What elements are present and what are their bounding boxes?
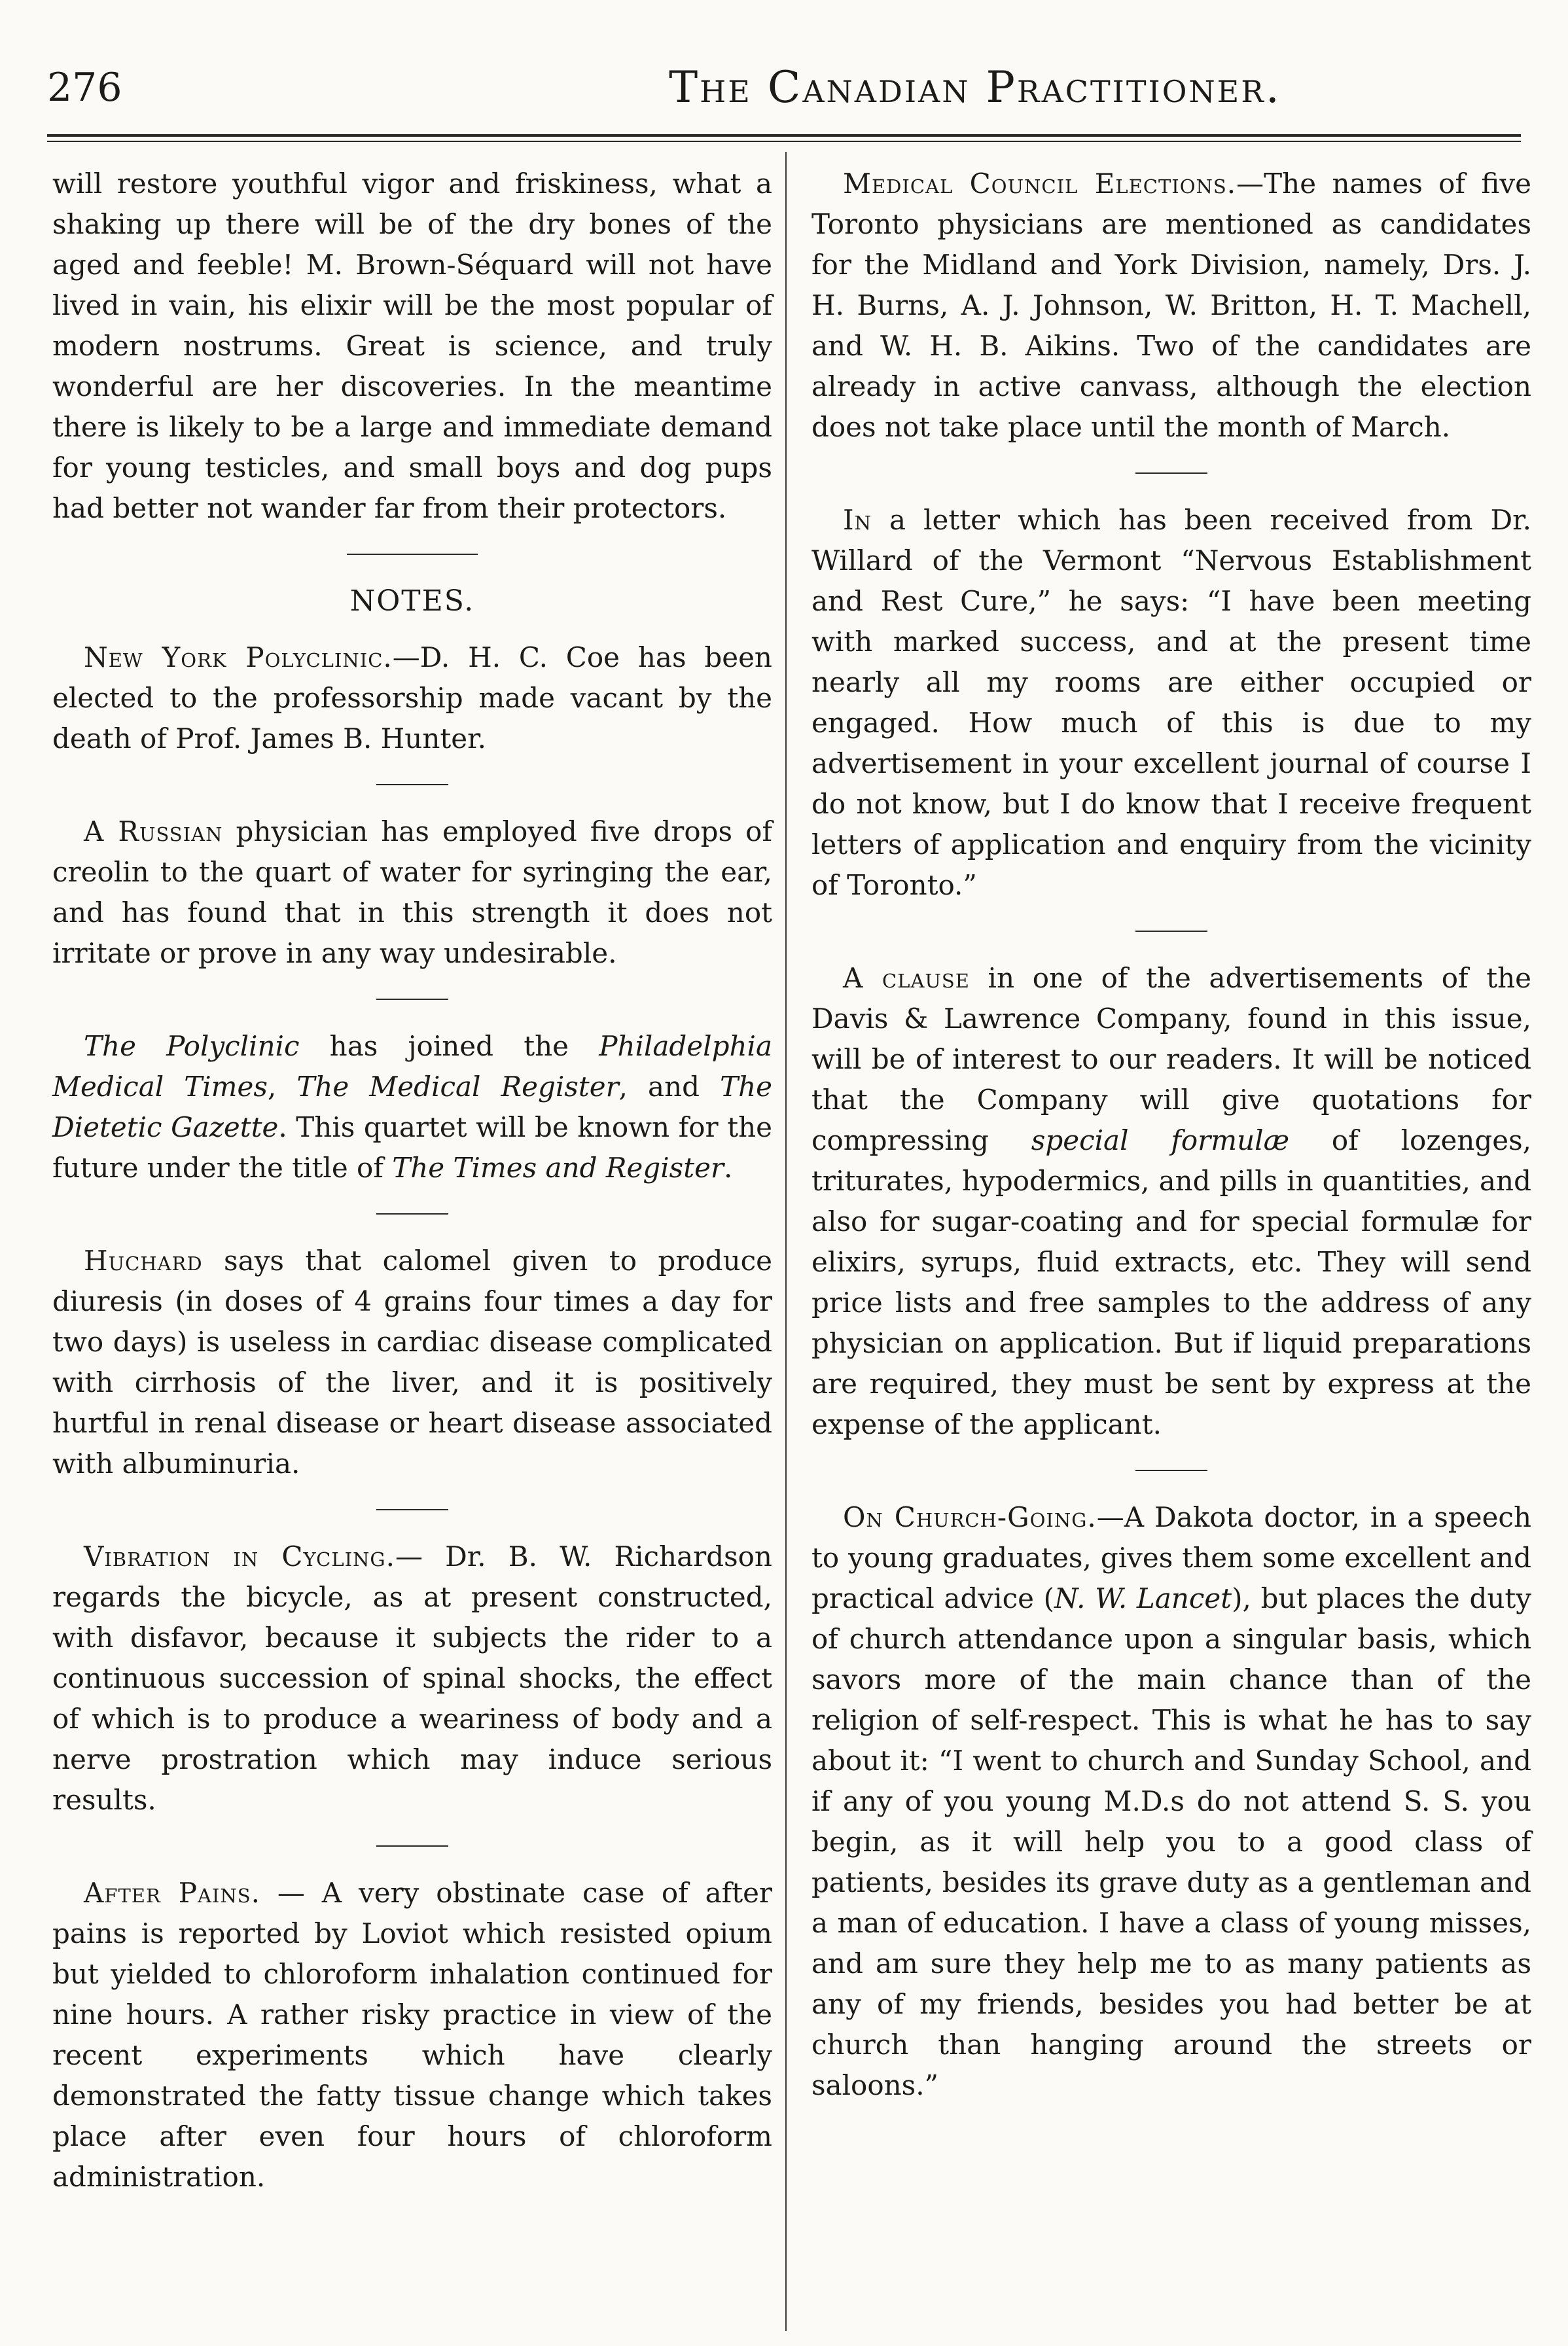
note-rule: [376, 1845, 448, 1847]
continued-paragraph: will restore youthful vigor and friskiness, what a shaking up there will be of the dry bones of the aged and feeble! M. Brown-Séquard will not have lived in vain, his elixir will be the most popular of modern nostrums. Great is science, and truly wonderful are her discoveries. In the meantime there is likely to be a large and immediate demand for young testicles, and small boys and dog pups had better not wander far from their protectors.: [52, 168, 772, 524]
note-lead: After Pains.: [84, 1877, 260, 1909]
note-lead: Huchard: [84, 1245, 203, 1277]
note-text: ), but places the duty of church attendance upon a singular basis, which savors more of the main chance than of the religion of self-respect. This is what he has to say about it: “I went to church and Sunday School, and if any of you young M.D.s do not attend S. S. you begin, as it will help you to a good class of patients, besides its grave duty as a gentleman and a man of education. I have a class of young misses, and am sure they help me to as many patients as any of my friends, besides you had better be at church than hanging around the streets or saloons.”: [811, 1582, 1531, 2101]
note-russian-physician: [52, 811, 772, 974]
left-column: [52, 164, 772, 2197]
note-new-york-polyclinic: [52, 637, 772, 759]
note-rule: [376, 999, 448, 1000]
header-rule-thin: [47, 141, 1521, 142]
journal-title: N. W. Lancet: [1054, 1582, 1232, 1614]
note-rule: [376, 1509, 448, 1510]
note-lead: New York Polyclinic.: [84, 641, 393, 673]
note-text: a letter which has been received from Dr. Willard of the Vermont “Nervous Establishment and Rest Cure,” he says: “I have been meeting with marked success, and at the present time nearly all my rooms are either occupied or engaged. How much of this is due to my advertisement in your excellent journal of course I do not know, but I do know that I receive frequent letters of application and enquiry from the vicinity of Toronto.”: [811, 504, 1531, 901]
note-text: —A Dakota doctor, in a speech to young graduates, gives them some excellent and practical advice (: [811, 1501, 1532, 1614]
note-text: in one of the advertisements of the Davis & Lawrence Company, found in this issue, will be of interest to our readers. It will be noticed that the Company will give quotations for compressing: [811, 962, 1531, 1156]
note-text: says that calomel given to produce diuresis (in doses of 4 grains four times a day for two days) is useless in cardiac disease complicated with cirrhosis of the liver, and it is positively hurtful in renal disease or heart disease associated with albuminuria.: [52, 1245, 772, 1480]
note-polyclinic-merger: [52, 1026, 772, 1188]
running-title: The Canadian Practitioner.: [669, 62, 1281, 113]
journal-title: The Times and Register: [392, 1152, 724, 1184]
column-divider: [785, 152, 787, 2331]
note-after-pains: [52, 1873, 772, 2197]
note-lead: Medical Council Elections.: [843, 168, 1237, 200]
journal-title: The Dietetic Gazette: [52, 1071, 772, 1143]
note-huchard: [52, 1241, 772, 1484]
section-rule: [347, 554, 478, 555]
note-text: —The names of five Toronto physicians are mentioned as candidates for the Midland and York Division, namely, Drs. J. H. Burns, A. J. Johnson, W. Britton, H. T. Machell, and W. H. B. Aikins. Two of the candidates are already in active canvass, although the election does not take place until the month of March.: [811, 168, 1531, 443]
note-emphasis: special formulæ: [1031, 1124, 1290, 1156]
note-willard-letter: [811, 500, 1531, 906]
note-vibration-in-cycling: [52, 1537, 772, 1821]
note-lead: A Russian: [84, 815, 223, 847]
page-header: [0, 55, 1568, 127]
note-text: — A very obstinate case of after pains is reported by Loviot which resisted opium but yielded to chloroform inhalation continued for nine hours. A rather risky practice in view of the recent experiments which have clearly demonstrated the fatty tissue change which takes place after even four hours of chloroform administration.: [52, 1877, 772, 2193]
note-lead: Vibration in Cycling.: [84, 1540, 395, 1573]
note-text: physician has employed five drops of creolin to the quart of water for syringing the ear, and has found that in this strength it does not irritate or prove in any way undesirable.: [52, 815, 772, 969]
note-davis-lawrence: [811, 958, 1531, 1445]
page-number: 276: [47, 65, 122, 111]
note-text: .: [724, 1152, 733, 1184]
note-lead: On Church-Going.: [843, 1501, 1097, 1533]
note-text: , and: [618, 1071, 721, 1103]
note-text: of lozenges, triturates, hypodermics, and pills in quantities, and also for sugar-coating and for special formulæ for elixirs, syrups, fluid extracts, etc. They will send price lists and free samples to the address of any physician on application. But if liquid preparations are required, they must be sent by express at the expense of the applicant.: [811, 1124, 1531, 1440]
note-rule: [1135, 472, 1207, 474]
journal-title: The Medical Register: [296, 1071, 619, 1103]
notes-heading: NOTES.: [349, 584, 475, 618]
note-text: . This quartet will be known for the future under the title of: [52, 1111, 772, 1184]
note-church-going: [811, 1497, 1531, 2106]
note-rule: [376, 784, 448, 785]
note-rule: [376, 1213, 448, 1215]
note-text: ,: [267, 1071, 297, 1103]
note-text: —D. H. C. Coe has been elected to the professorship made vacant by the death of Prof. James B. Hunter.: [52, 641, 772, 755]
header-rule-thick: [47, 134, 1521, 137]
note-text: — Dr. B. W. Richardson regards the bicycle, as at present constructed, with disfavor, because it subjects the rider to a continuous succession of spinal shocks, the effect of which is to produce a weariness of body and a nerve prostration which may induce serious results.: [52, 1540, 772, 1816]
journal-title: The Polyclinic: [84, 1030, 300, 1062]
note-text: has joined the: [299, 1030, 599, 1062]
note-medical-council-elections: [811, 164, 1531, 448]
note-rule: [1135, 931, 1207, 932]
right-column: [811, 164, 1531, 2106]
journal-title: Philadelphia Medical Times: [52, 1030, 772, 1103]
note-lead: A clause: [843, 962, 970, 994]
note-lead: In: [843, 504, 872, 536]
note-rule: [1135, 1470, 1207, 1471]
